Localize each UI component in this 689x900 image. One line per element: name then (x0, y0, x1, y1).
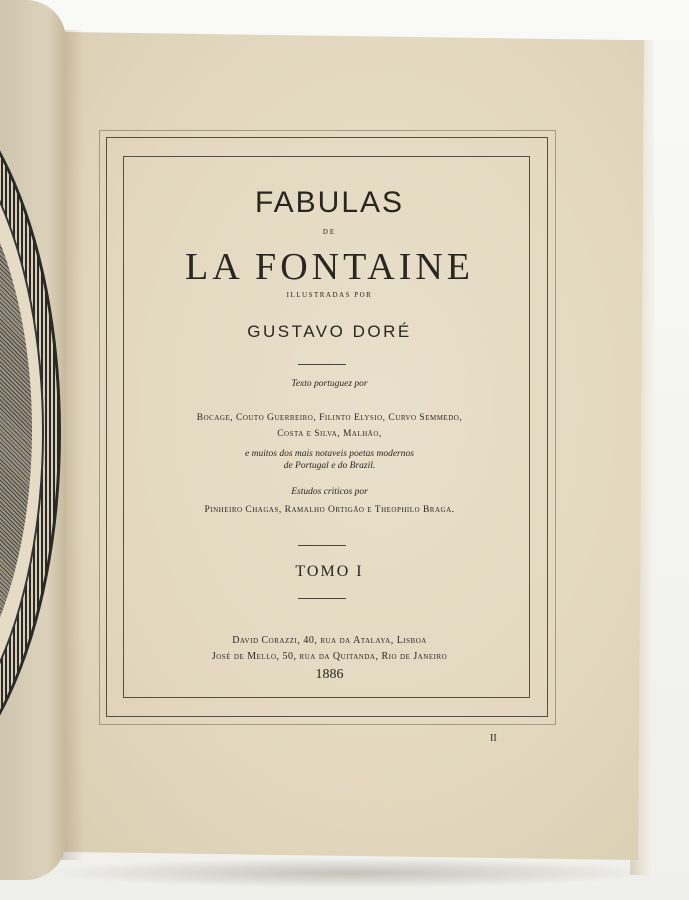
title-fabulas: FABULAS (254, 186, 405, 219)
publisher-line-2: José de Mello, 50, rua da Quitanda, Rio de Janeiro (211, 651, 448, 662)
divider-rule (298, 545, 346, 546)
illustrated-by-label: ILLUSTRADAS POR (286, 291, 373, 299)
illustrator-name: GUSTAVO DORÉ (247, 322, 412, 341)
publisher-line-1: David Corazzi, 40, rua da Atalaya, Lisboa (232, 635, 427, 646)
divider-rule (298, 598, 346, 599)
divider-rule (298, 364, 346, 365)
book-shadow (40, 858, 660, 888)
translators-note-line-2: de Portugal e do Brazil. (283, 461, 376, 471)
publication-year: 1886 (315, 667, 344, 682)
studies-intro: Estudos criticos por (291, 487, 368, 497)
left-page-frontispiece (0, 0, 66, 880)
title-la-fontaine: LA FONTAINE (185, 246, 474, 288)
title-connector: DE (322, 228, 337, 236)
critics-line: Pinheiro Chagas, Ramalho Ortigão e Theophilo Braga. (204, 505, 455, 515)
translators-note-line-1: e muitos dos mais notaveis poetas modernos (245, 449, 414, 459)
translators-line-2: Costa e Silva, Malhão, (277, 429, 382, 439)
text-intro: Texto portuguez por (291, 379, 368, 389)
signature-mark: II (490, 733, 497, 744)
translators-line-1: Bocage, Couto Guerreiro, Filinto Elysio, Curvo Semmedo, (196, 413, 463, 423)
title-frame-inner (123, 156, 530, 698)
volume-label: TOMO I (295, 563, 364, 580)
